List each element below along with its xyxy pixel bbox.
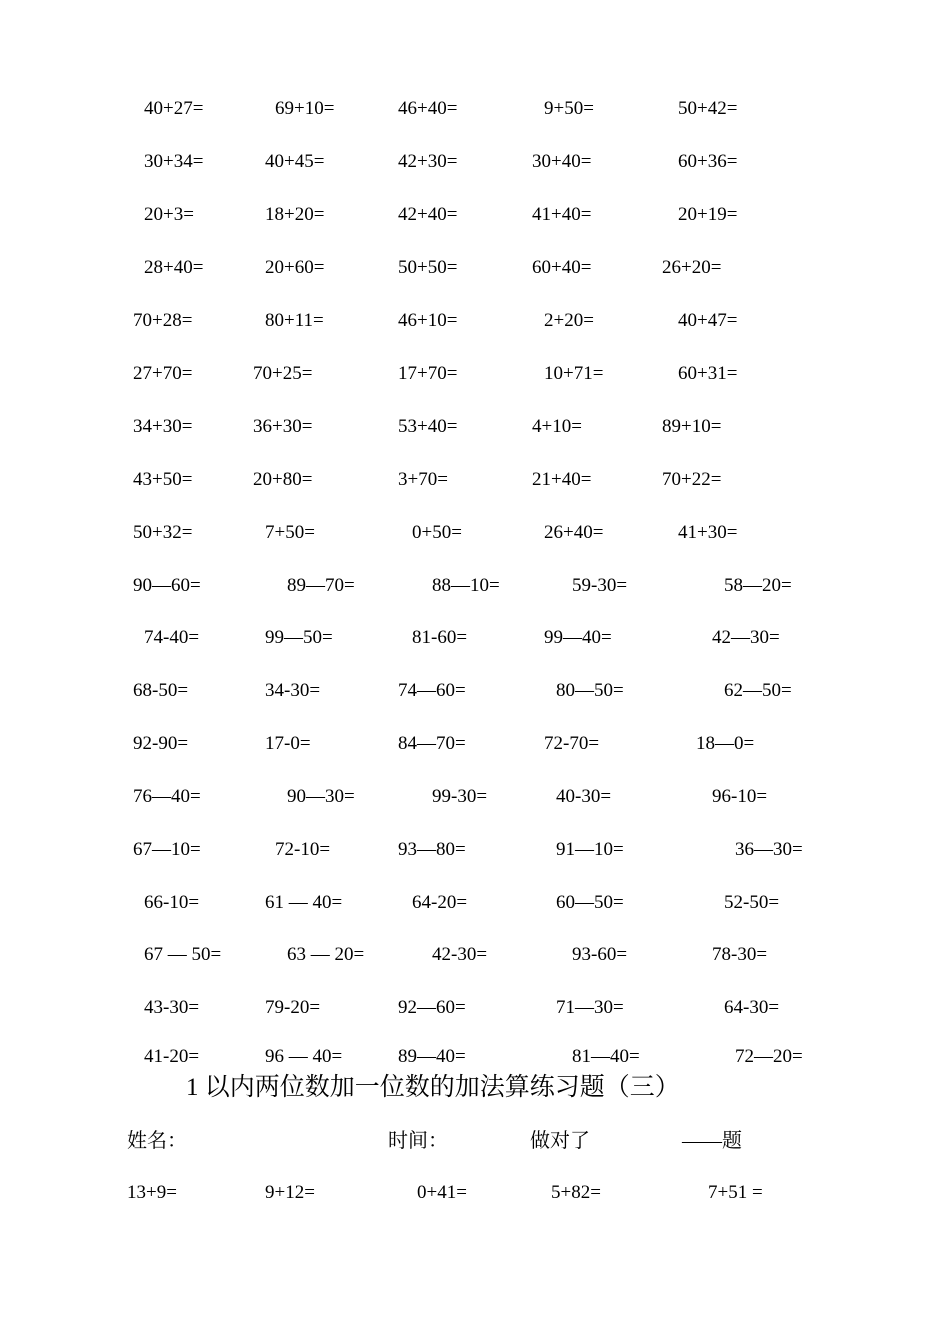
math-problem: 84—70= xyxy=(398,733,466,754)
math-problem: 13+9= xyxy=(127,1182,177,1203)
math-problem: 99—40= xyxy=(544,627,612,648)
math-problem: 72-70= xyxy=(544,733,600,754)
math-problem: 46+10= xyxy=(398,310,458,331)
math-problem: 26+20= xyxy=(662,257,722,278)
math-problem: 52-50= xyxy=(724,892,780,913)
math-problem: 50+42= xyxy=(678,98,738,119)
math-problem: 41-20= xyxy=(144,1046,200,1067)
math-problem: 72—20= xyxy=(735,1046,803,1067)
math-problem: 70+28= xyxy=(133,310,193,331)
math-problem: 36—30= xyxy=(735,839,803,860)
math-problem: 78-30= xyxy=(712,944,768,965)
name-label: 姓名： xyxy=(127,1130,187,1152)
math-problem: 72-10= xyxy=(275,839,331,860)
math-problem: 41+40= xyxy=(532,204,592,225)
math-problem: 46+40= xyxy=(398,98,458,119)
math-problem: 5+82= xyxy=(551,1182,601,1203)
math-problem: 71—30= xyxy=(556,997,624,1018)
math-problem: 42—30= xyxy=(712,627,780,648)
math-problem: 68-50= xyxy=(133,680,189,701)
math-problem: 74-40= xyxy=(144,627,200,648)
math-problem: 9+50= xyxy=(544,98,594,119)
math-problem: 43-30= xyxy=(144,997,200,1018)
math-problem: 58—20= xyxy=(724,575,792,596)
math-problem: 26+40= xyxy=(544,522,604,543)
math-problem: 21+40= xyxy=(532,469,592,490)
math-problem: 80—50= xyxy=(556,680,624,701)
math-problem: 90—30= xyxy=(287,786,355,807)
math-problem: 50+50= xyxy=(398,257,458,278)
math-problem: 10+71= xyxy=(544,363,604,384)
math-problem: 7+50= xyxy=(265,522,315,543)
math-problem: 89+10= xyxy=(662,416,722,437)
math-problem: 93—80= xyxy=(398,839,466,860)
math-problem: 92-90= xyxy=(133,733,189,754)
math-problem: 18+20= xyxy=(265,204,325,225)
math-problem: 27+70= xyxy=(133,363,193,384)
math-problem: 50+32= xyxy=(133,522,193,543)
math-problem: 61 — 40= xyxy=(265,892,343,913)
math-problem: 9+12= xyxy=(265,1182,315,1203)
math-problem: 90—60= xyxy=(133,575,201,596)
math-problem: 53+40= xyxy=(398,416,458,437)
math-problem: 40+45= xyxy=(265,151,325,172)
math-problem: 89—40= xyxy=(398,1046,466,1067)
math-problem: 20+19= xyxy=(678,204,738,225)
math-problem: 81—40= xyxy=(572,1046,640,1067)
math-problem: 96 — 40= xyxy=(265,1046,343,1067)
math-problem: 28+40= xyxy=(144,257,204,278)
math-problem: 18—0= xyxy=(696,733,755,754)
math-problem: 70+25= xyxy=(253,363,313,384)
math-problem: 20+60= xyxy=(265,257,325,278)
math-problem: 60+36= xyxy=(678,151,738,172)
math-problem: 92—60= xyxy=(398,997,466,1018)
math-problem: 36+30= xyxy=(253,416,313,437)
math-problem: 42+40= xyxy=(398,204,458,225)
section-title: 1 以内两位数加一位数的加法算练习题（三） xyxy=(186,1074,680,1101)
math-problem: 96-10= xyxy=(712,786,768,807)
math-problem: 17+70= xyxy=(398,363,458,384)
math-problem: 62—50= xyxy=(724,680,792,701)
math-problem: 40+27= xyxy=(144,98,204,119)
math-problem: 64-20= xyxy=(412,892,468,913)
math-problem: 69+10= xyxy=(275,98,335,119)
math-problem: 76—40= xyxy=(133,786,201,807)
math-problem: 91—10= xyxy=(556,839,624,860)
correct-label: 做对了 xyxy=(530,1130,590,1152)
math-problem: 41+30= xyxy=(678,522,738,543)
math-problem: 34+30= xyxy=(133,416,193,437)
math-problem: 67 — 50= xyxy=(144,944,222,965)
math-problem: 40-30= xyxy=(556,786,612,807)
math-problem: 74—60= xyxy=(398,680,466,701)
math-problem: 30+34= xyxy=(144,151,204,172)
math-problem: 66-10= xyxy=(144,892,200,913)
math-problem: 59-30= xyxy=(572,575,628,596)
math-problem: 99—50= xyxy=(265,627,333,648)
math-problem: 99-30= xyxy=(432,786,488,807)
math-problem: 3+70= xyxy=(398,469,448,490)
math-problem: 40+47= xyxy=(678,310,738,331)
math-problem: 7+51 = xyxy=(708,1182,763,1203)
math-problem: 17-0= xyxy=(265,733,311,754)
math-problem: 30+40= xyxy=(532,151,592,172)
math-problem: 70+22= xyxy=(662,469,722,490)
time-label: 时间： xyxy=(388,1130,448,1152)
math-problem: 89—70= xyxy=(287,575,355,596)
math-problem: 60+40= xyxy=(532,257,592,278)
math-problem: 93-60= xyxy=(572,944,628,965)
math-problem: 60—50= xyxy=(556,892,624,913)
math-problem: 20+3= xyxy=(144,204,194,225)
count-label: ——题 xyxy=(682,1130,742,1152)
math-problem: 63 — 20= xyxy=(287,944,365,965)
math-problem: 43+50= xyxy=(133,469,193,490)
math-problem: 88—10= xyxy=(432,575,500,596)
math-problem: 42+30= xyxy=(398,151,458,172)
math-problem: 67—10= xyxy=(133,839,201,860)
math-problem: 4+10= xyxy=(532,416,582,437)
math-problem: 34-30= xyxy=(265,680,321,701)
math-problem: 60+31= xyxy=(678,363,738,384)
math-problem: 80+11= xyxy=(265,310,324,331)
math-problem: 42-30= xyxy=(432,944,488,965)
math-problem: 0+41= xyxy=(417,1182,467,1203)
math-problem: 0+50= xyxy=(412,522,462,543)
math-problem: 64-30= xyxy=(724,997,780,1018)
math-problem: 79-20= xyxy=(265,997,321,1018)
math-problem: 81-60= xyxy=(412,627,468,648)
math-problem: 20+80= xyxy=(253,469,313,490)
math-problem: 2+20= xyxy=(544,310,594,331)
